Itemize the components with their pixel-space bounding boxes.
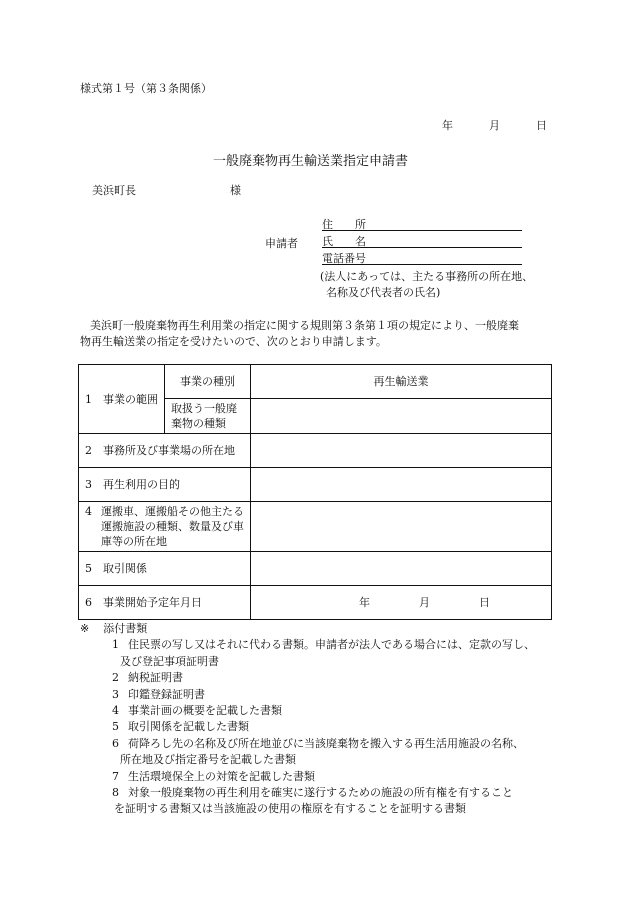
attachment-item-cont: を証明する書類又は当該施設の使用の権原を有することを証明する書類 <box>114 802 466 816</box>
start-date-day: 日 <box>479 596 490 609</box>
date-month: 月 <box>489 119 500 132</box>
attachment-item-cont: 及び登記事項証明書 <box>120 654 219 668</box>
attachment-item: 6 荷降ろし先の名称及び所在地並びに当該廃棄物を搬入する再生活用施設の名称、 <box>112 736 524 750</box>
business-type-label: 事業の種別 <box>165 365 251 399</box>
row-vehicles-text: 運搬車、運搬船その他主たる運搬施設の種類、数量及び車庫等の所在地 <box>101 505 244 548</box>
applicant-phone-label: 電話番号 <box>322 252 366 265</box>
start-date-year: 年 <box>359 596 370 609</box>
applicant-note-1: (法人にあっては、主たる事務所の所在地、 <box>320 270 534 283</box>
date-year: 年 <box>442 119 453 132</box>
row-business-scope-label: 1 事業の範囲 <box>79 365 165 434</box>
row-vehicles-number: 4 <box>85 505 92 518</box>
attachment-item: 7 生活環境保全上の対策を記載した書類 <box>112 769 315 783</box>
row-vehicles-label <box>79 502 251 552</box>
row-purpose-label: 3 再生利用の目的 <box>79 468 251 502</box>
applicant-note-2: 名称及び代表者の氏名) <box>326 286 441 299</box>
attachment-item: 4 事業計画の概要を記載した書類 <box>112 704 282 718</box>
applicant-phone-field <box>322 250 522 265</box>
trade-value <box>251 552 552 586</box>
note-mark: ※ <box>80 622 90 635</box>
attachment-item: 2 納税証明書 <box>112 671 183 685</box>
attachment-item-cont: 所在地及び指定番号を記載した書類 <box>120 753 296 767</box>
attachment-item: 3 印鑑登録証明書 <box>112 687 205 701</box>
applicant-name-field <box>322 233 522 248</box>
attachment-item: 1 住民票の写し又はそれに代わる書類。申請者が法人である場合には、定款の写し、 <box>112 638 535 652</box>
vehicles-value <box>251 502 552 552</box>
addressee-name: 美浜町長 <box>92 184 136 197</box>
form-number: 様式第１号（第３条関係） <box>80 82 212 95</box>
waste-type-label: 取扱う一般廃棄物の種類 <box>165 399 251 434</box>
attachments-heading-text: 添付書類 <box>103 622 148 635</box>
applicant-address-field <box>322 216 522 231</box>
purpose-value <box>251 468 552 502</box>
addressee-honorific: 様 <box>230 184 241 197</box>
start-date-month: 月 <box>419 596 430 609</box>
start-date-value <box>251 586 552 620</box>
body-text-line-1: 美浜町一般廃棄物再生利用業の指定に関する規則第３条第１項の規定により、一般廃棄 <box>90 319 519 332</box>
application-table <box>78 364 552 620</box>
body-text-line-2: 物再生輸送業の指定を受けたいので、次のとおり申請します。 <box>80 335 387 348</box>
attachment-item: 5 取引関係を記載した書類 <box>112 720 249 734</box>
attachment-item: 8 対象一般廃棄物の再生利用を確実に遂行するための施設の所有権を有すること <box>112 786 513 800</box>
business-type-value: 再生輸送業 <box>251 365 552 399</box>
attachments-heading <box>80 621 560 637</box>
row-office-location-label: 2 事務所及び事業場の所在地 <box>79 434 251 468</box>
waste-type-value <box>251 399 552 434</box>
document-title: 一般廃棄物再生輸送業指定申請書 <box>213 154 409 169</box>
attachments-section <box>80 621 560 818</box>
applicant-address-label: 住 所 <box>322 218 366 231</box>
date-day: 日 <box>536 119 547 132</box>
row-start-date-label: 6 事業開始予定年月日 <box>79 586 251 620</box>
applicant-label: 申請者 <box>265 237 298 250</box>
office-location-value <box>251 434 552 468</box>
applicant-name-label: 氏 名 <box>322 235 366 248</box>
row-trade-label: 5 取引関係 <box>79 552 251 586</box>
